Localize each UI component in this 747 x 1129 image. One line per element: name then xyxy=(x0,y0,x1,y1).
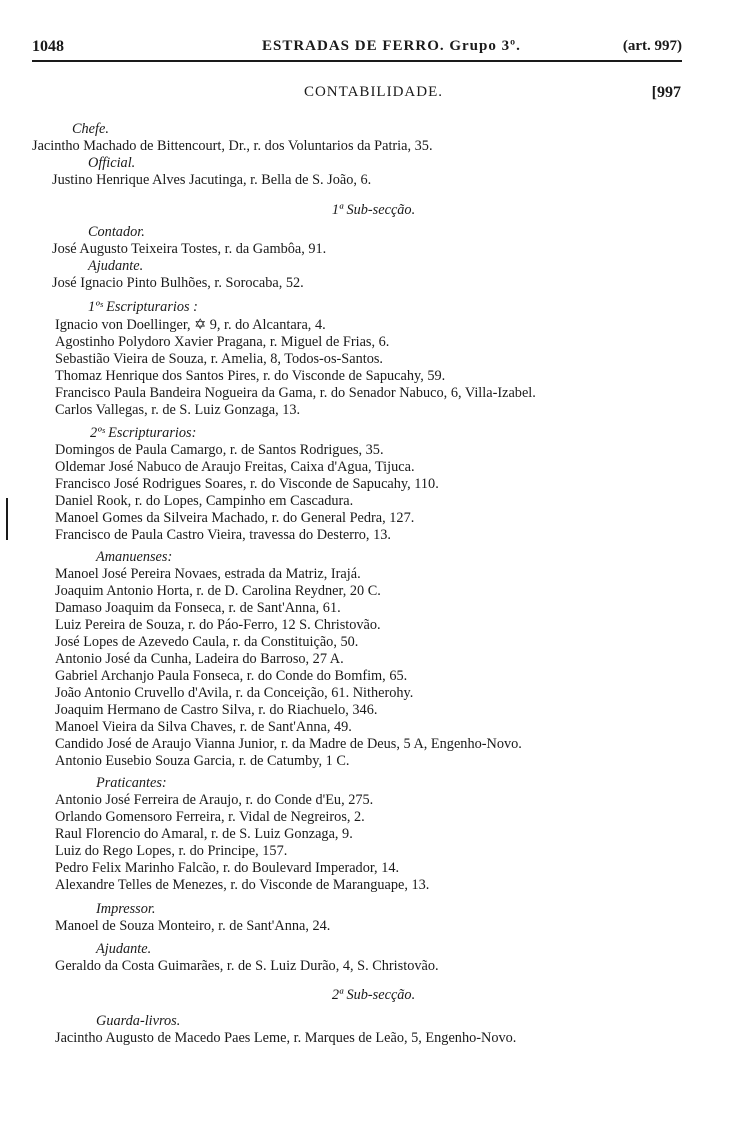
heading-line: Impressor. xyxy=(96,901,156,917)
entry-line: Candido José de Araujo Vianna Junior, r. da Madre de Deus, 5 A, Engenho-Novo. xyxy=(55,736,522,752)
heading-line: Ajudante. xyxy=(88,258,144,274)
running-header xyxy=(32,38,682,62)
entry-line: José Ignacio Pinto Bulhões, r. Sorocaba, 52. xyxy=(52,275,304,291)
entry-line: Manoel Vieira da Silva Chaves, r. de Sant'Anna, 49. xyxy=(55,719,352,735)
heading-line: 2ºˢ Escripturarios: xyxy=(90,425,197,441)
entry-line: Gabriel Archanjo Paula Fonseca, r. do Conde do Bomfim, 65. xyxy=(55,668,408,684)
entry-line: José Lopes de Azevedo Caula, r. da Constituição, 50. xyxy=(55,634,359,650)
heading-line: 2ª Sub-secção. xyxy=(331,987,416,1003)
entry-line: Thomaz Henrique dos Santos Pires, r. do Visconde de Sapucahy, 59. xyxy=(55,368,446,384)
entry-line: Manoel de Souza Monteiro, r. de Sant'Anna, 24. xyxy=(55,918,331,934)
entry-line: Joaquim Hermano de Castro Silva, r. do Riachuelo, 346. xyxy=(55,702,378,718)
entry-line: Sebastião Vieira de Souza, r. Amelia, 8, Todos-os-Santos. xyxy=(55,351,383,367)
entry-line: José Augusto Teixeira Tostes, r. da Gambôa, 91. xyxy=(52,241,327,257)
entry-line: Daniel Rook, r. do Lopes, Campinho em Cascadura. xyxy=(55,493,354,509)
heading-line: Guarda-livros. xyxy=(96,1013,181,1029)
entry-line: Manoel José Pereira Novaes, estrada da Matriz, Irajá. xyxy=(55,566,361,582)
entry-line: Ignacio von Doellinger, ✡ 9, r. do Alcantara, 4. xyxy=(55,317,326,333)
running-title: ESTRADAS DE FERRO. Grupo 3º. xyxy=(262,38,521,54)
entry-line: Damaso Joaquim da Fonseca, r. de Sant'Anna, 61. xyxy=(55,600,341,616)
section-title: CONTABILIDADE. xyxy=(303,84,444,100)
entry-line: Jacintho Augusto de Macedo Paes Leme, r. Marques de Leão, 5, Engenho-Novo. xyxy=(55,1030,517,1046)
heading-line: Chefe. xyxy=(72,121,109,137)
entry-line: Domingos de Paula Camargo, r. de Santos Rodrigues, 35. xyxy=(55,442,384,458)
entry-line: Geraldo da Costa Guimarães, r. de S. Luiz Durão, 4, S. Christovão. xyxy=(55,958,439,974)
heading-line: Amanuenses: xyxy=(96,549,173,565)
entry-line: Luiz do Rego Lopes, r. do Principe, 157. xyxy=(55,843,288,859)
section-number: [997 xyxy=(651,84,681,101)
entry-line: João Antonio Cruvello d'Avila, r. da Conceição, 61. Nitherohy. xyxy=(55,685,414,701)
entry-line: Justino Henrique Alves Jacutinga, r. Bella de S. João, 6. xyxy=(52,172,372,188)
entry-line: Antonio Eusebio Souza Garcia, r. de Catumby, 1 C. xyxy=(55,753,350,769)
entry-line: Alexandre Telles de Menezes, r. do Visconde de Maranguape, 13. xyxy=(55,877,430,893)
page-number: 1048 xyxy=(32,38,64,55)
entry-line: Jacintho Machado de Bittencourt, Dr., r. dos Voluntarios da Patria, 35. xyxy=(32,138,433,154)
heading-line: 1ºˢ Escripturarios : xyxy=(88,299,198,315)
entry-line: Antonio José Ferreira de Araujo, r. do Conde d'Eu, 275. xyxy=(55,792,374,808)
heading-line: 1ª Sub-secção. xyxy=(331,202,416,218)
article-reference: (art. 997) xyxy=(622,38,682,54)
margin-mark xyxy=(6,498,8,540)
entry-line: Francisco José Rodrigues Soares, r. do Visconde de Sapucahy, 110. xyxy=(55,476,439,492)
heading-line: Praticantes: xyxy=(96,775,167,791)
entry-line: Pedro Felix Marinho Falcão, r. do Boulevard Imperador, 14. xyxy=(55,860,400,876)
entry-line: Antonio José da Cunha, Ladeira do Barroso, 27 A. xyxy=(55,651,344,667)
heading-line: Official. xyxy=(88,155,136,171)
entry-line: Luiz Pereira de Souza, r. do Páo-Ferro, 12 S. Christovão. xyxy=(55,617,381,633)
heading-line: Ajudante. xyxy=(96,941,152,957)
entry-line: Orlando Gomensoro Ferreira, r. Vidal de Negreiros, 2. xyxy=(55,809,365,825)
entry-line: Oldemar José Nabuco de Araujo Freitas, Caixa d'Agua, Tijuca. xyxy=(55,459,415,475)
entry-line: Francisco Paula Bandeira Nogueira da Gama, r. do Senador Nabuco, 6, Villa-Izabel. xyxy=(55,385,536,401)
entry-line: Agostinho Polydoro Xavier Pragana, r. Miguel de Frias, 6. xyxy=(55,334,390,350)
entry-line: Joaquim Antonio Horta, r. de D. Carolina Reydner, 20 C. xyxy=(55,583,381,599)
entry-line: Carlos Vallegas, r. de S. Luiz Gonzaga, 13. xyxy=(55,402,301,418)
heading-line: Contador. xyxy=(88,224,145,240)
entry-line: Raul Florencio do Amaral, r. de S. Luiz Gonzaga, 9. xyxy=(55,826,353,842)
entry-line: Manoel Gomes da Silveira Machado, r. do General Pedra, 127. xyxy=(55,510,415,526)
entry-line: Francisco de Paula Castro Vieira, travessa do Desterro, 13. xyxy=(55,527,391,543)
